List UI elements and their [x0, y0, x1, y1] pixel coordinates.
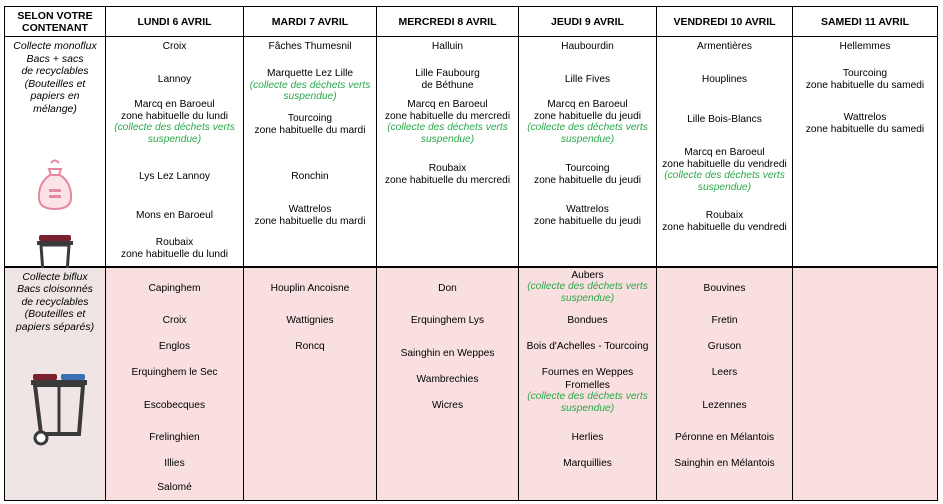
- commune-name: Lille Fives: [564, 74, 611, 85]
- commune-entry: [244, 283, 376, 295]
- commune-name: Don: [438, 282, 457, 294]
- commune-name: Escobecques: [143, 399, 206, 411]
- commune-entry: [377, 374, 518, 386]
- commune-name: Ronchin: [291, 171, 329, 182]
- zone-note: zone habituelle du lundi: [120, 248, 229, 260]
- monoflux-label-line: Bacs + sacs: [26, 52, 84, 65]
- zone-note: zone habituelle du vendredi: [662, 221, 787, 233]
- commune-name: Tourcoing: [565, 163, 610, 174]
- commune-name: Fournes en Weppes: [541, 366, 634, 378]
- monoflux-monday-cell: [106, 37, 244, 267]
- commune-entry: [377, 400, 518, 412]
- commune-entry: [519, 204, 656, 227]
- commune-entry: [657, 458, 792, 470]
- suspension-note: (collecte des déchets verts suspendue): [527, 281, 648, 304]
- commune-name: Sainghin en Weppes: [400, 347, 495, 359]
- commune-name: Aubers: [571, 269, 604, 281]
- monoflux-saturday-cell: [793, 37, 938, 267]
- suspension-note: (collecte des déchets verts suspendue): [387, 122, 508, 145]
- commune-entry: [377, 315, 518, 327]
- commune-name: Wambrechies: [416, 373, 479, 385]
- suspension-note: (collecte des déchets verts suspendue): [664, 170, 785, 193]
- biflux-friday-cell: [657, 267, 793, 501]
- biflux-label-line: Collecte biflux: [22, 270, 88, 283]
- header-container: [5, 7, 106, 37]
- biflux-thursday-cell: [519, 267, 657, 501]
- commune-entry: [657, 210, 792, 233]
- commune-name: Wattrelos: [288, 204, 332, 215]
- commune-entry: [519, 74, 656, 86]
- commune-entry: [519, 380, 656, 415]
- monoflux-label-line: (Bouteilles et: [24, 77, 86, 90]
- commune-name: Marcq en Baroeul: [407, 99, 488, 110]
- biflux-saturday-cell: [793, 267, 938, 501]
- commune-entry: [106, 341, 243, 353]
- commune-name: Bois d'Achelles - Tourcoing: [526, 340, 649, 352]
- zone-note: zone habituelle du mardi: [254, 215, 366, 227]
- commune-name: Armentières: [697, 41, 752, 52]
- commune-entry: [657, 400, 792, 412]
- commune-name: Roubaix: [428, 163, 467, 174]
- biflux-wednesday-cell: [377, 267, 519, 501]
- biflux-tuesday-cell: [244, 267, 377, 501]
- zone-note: zone habituelle du jeudi: [533, 174, 642, 186]
- commune-entry: [106, 315, 243, 327]
- commune-entry: [244, 341, 376, 353]
- commune-name: Marcq en Baroeul: [547, 99, 628, 110]
- commune-entry: [657, 114, 792, 126]
- commune-name: Lille Bois-Blancs: [687, 114, 762, 125]
- commune-name: Lannoy: [157, 74, 192, 85]
- commune-entry: [106, 367, 243, 379]
- header-monday: LUNDI 6 AVRIL: [106, 7, 244, 37]
- commune-entry: [106, 237, 243, 260]
- commune-name: Marcq en Baroeul: [134, 99, 215, 110]
- biflux-monday-cell: [106, 267, 244, 501]
- commune-name: Bouvines: [703, 282, 746, 294]
- commune-name: Bondues: [567, 314, 608, 326]
- commune-name: Erquinghem le Sec: [131, 366, 218, 378]
- commune-name: Lezennes: [702, 399, 747, 411]
- zone-note: zone habituelle du mercredi: [384, 174, 511, 186]
- monoflux-label-line: Collecte monoflux: [13, 40, 97, 52]
- commune-entry: [377, 68, 518, 91]
- commune-entry: [657, 341, 792, 353]
- biflux-row: [5, 267, 938, 501]
- commune-entry: [106, 74, 243, 86]
- header-wednesday: MERCREDI 8 AVRIL: [377, 7, 519, 37]
- zone-note: zone habituelle du mardi: [254, 124, 366, 136]
- commune-entry: [106, 458, 243, 470]
- zone-note: zone habituelle du jeudi: [533, 110, 642, 122]
- commune-entry: [519, 432, 656, 444]
- commune-entry: [519, 163, 656, 186]
- commune-name: Tourcoing: [842, 68, 888, 79]
- commune-entry: [657, 147, 792, 193]
- biflux-label-line: (Bouteilles et: [24, 308, 86, 320]
- commune-entry: [793, 112, 937, 135]
- commune-entry: [519, 458, 656, 470]
- commune-name: Croix: [162, 41, 187, 52]
- header-thursday: JEUDI 9 AVRIL: [519, 7, 657, 37]
- zone-note: zone habituelle du vendredi: [662, 158, 787, 170]
- monoflux-label-line: de recyclables: [21, 65, 89, 77]
- commune-name: Englos: [158, 340, 191, 352]
- commune-name: Marquette Lez Lille: [266, 68, 354, 79]
- suspension-note: (collecte des déchets verts suspendue): [527, 122, 648, 145]
- commune-entry: [377, 99, 518, 145]
- commune-entry: [106, 482, 243, 494]
- commune-name: Wicres: [431, 399, 464, 411]
- biflux-bin-icon: [27, 372, 91, 448]
- biflux-label-line: de recyclables: [21, 295, 89, 308]
- commune-name: Lille Faubourg: [415, 68, 480, 79]
- commune-entry: [106, 171, 243, 183]
- commune-entry: [244, 113, 376, 136]
- commune-entry: [377, 163, 518, 186]
- biflux-label-cell: [5, 267, 106, 501]
- header-friday: VENDREDI 10 AVRIL: [657, 7, 793, 37]
- commune-name: Houplin Ancoisne: [270, 282, 350, 294]
- commune-entry: [657, 41, 792, 53]
- commune-entry: [377, 348, 518, 360]
- commune-entry: [657, 283, 792, 295]
- commune-entry: [657, 315, 792, 327]
- commune-name: Roubaix: [155, 237, 194, 248]
- commune-entry: [519, 367, 656, 379]
- commune-name: Marquillies: [563, 457, 612, 469]
- commune-entry: [657, 432, 792, 444]
- suspension-note: (collecte des déchets verts suspendue): [114, 122, 235, 145]
- commune-entry: [377, 283, 518, 295]
- zone-note: zone habituelle du mercredi: [384, 110, 511, 122]
- commune-name: Wattrelos: [566, 204, 609, 215]
- commune-entry: [244, 41, 376, 53]
- commune-name: Tourcoing: [287, 113, 333, 124]
- commune-name: Illies: [164, 457, 185, 469]
- commune-entry: [106, 400, 243, 412]
- monoflux-thursday-cell: [519, 37, 657, 267]
- commune-name: Péronne en Mélantois: [674, 431, 775, 443]
- commune-entry: [519, 341, 656, 353]
- commune-name: Fâches Thumesnil: [268, 41, 352, 52]
- collection-schedule-table: [4, 6, 938, 501]
- commune-entry: [519, 315, 656, 327]
- monoflux-friday-cell: [657, 37, 793, 267]
- commune-entry: [106, 99, 243, 145]
- suspension-note: (collecte des déchets verts suspendue): [527, 391, 648, 414]
- commune-entry: [657, 367, 792, 379]
- commune-entry: [106, 210, 243, 222]
- zone-note: zone habituelle du samedi: [805, 123, 925, 135]
- commune-name: Haubourdin: [561, 41, 614, 52]
- commune-entry: [244, 315, 376, 327]
- recycling-bag-icon: [35, 159, 75, 211]
- commune-name: Frelinghien: [149, 431, 200, 443]
- commune-name: Sainghin en Mélantois: [674, 457, 775, 469]
- commune-name: Halluin: [431, 41, 464, 52]
- header-container-label: SELON VOTRE CONTENANT: [17, 9, 93, 34]
- commune-name: Salomé: [157, 481, 192, 493]
- commune-name: Roncq: [295, 340, 325, 352]
- commune-name: Fromelles: [565, 379, 610, 391]
- zone-note: zone habituelle du jeudi: [533, 215, 642, 227]
- commune-entry: [244, 171, 376, 183]
- commune-entry: [244, 204, 376, 227]
- commune-name: Croix: [162, 314, 187, 326]
- monoflux-label: [5, 40, 105, 115]
- monoflux-label-line: mélange): [33, 102, 77, 115]
- commune-name: Erquinghem Lys: [410, 314, 485, 326]
- biflux-label-line: papiers séparés): [15, 320, 95, 333]
- commune-name: Houplines: [701, 74, 748, 85]
- commune-entry: [657, 74, 792, 86]
- biflux-label: [5, 271, 105, 334]
- monoflux-label-cell: [5, 37, 106, 267]
- header-tuesday: MARDI 7 AVRIL: [244, 7, 377, 37]
- commune-name: Wattignies: [286, 314, 334, 326]
- zone-note: zone habituelle du samedi: [805, 79, 925, 91]
- commune-entry: [244, 68, 376, 103]
- header-saturday: SAMEDI 11 AVRIL: [793, 7, 938, 37]
- monoflux-row: [5, 37, 938, 267]
- header-row: [5, 7, 938, 37]
- commune-entry: [106, 432, 243, 444]
- commune-entry: [377, 41, 518, 53]
- suspension-note: (collecte des déchets verts suspendue): [249, 79, 371, 102]
- commune-entry: [519, 270, 656, 305]
- commune-entry: [793, 68, 937, 91]
- commune-name: Mons en Baroeul: [135, 210, 214, 221]
- biflux-label-line: Bacs cloisonnés: [17, 283, 93, 295]
- commune-entry: [519, 41, 656, 53]
- monoflux-wednesday-cell: [377, 37, 519, 267]
- commune-name: Roubaix: [705, 210, 744, 221]
- commune-entry: [793, 41, 937, 53]
- zone-note: zone habituelle du lundi: [120, 110, 229, 122]
- monoflux-label-line: papiers en: [30, 90, 80, 102]
- commune-name: Gruson: [707, 340, 742, 352]
- commune-entry: [519, 99, 656, 145]
- commune-name: Herlies: [571, 431, 604, 443]
- monoflux-tuesday-cell: [244, 37, 377, 267]
- commune-name: Marcq en Baroeul: [684, 147, 765, 158]
- commune-name: Capinghem: [148, 282, 201, 294]
- commune-name: Wattrelos: [843, 112, 887, 123]
- commune-name: Fretin: [711, 314, 738, 326]
- commune-entry: [106, 283, 243, 295]
- commune-name: Lys Lez Lannoy: [139, 171, 210, 182]
- commune-entry: [106, 41, 243, 53]
- commune-name: Hellemmes: [839, 41, 891, 52]
- zone-note: de Béthune: [421, 79, 474, 91]
- commune-name: Leers: [711, 366, 738, 378]
